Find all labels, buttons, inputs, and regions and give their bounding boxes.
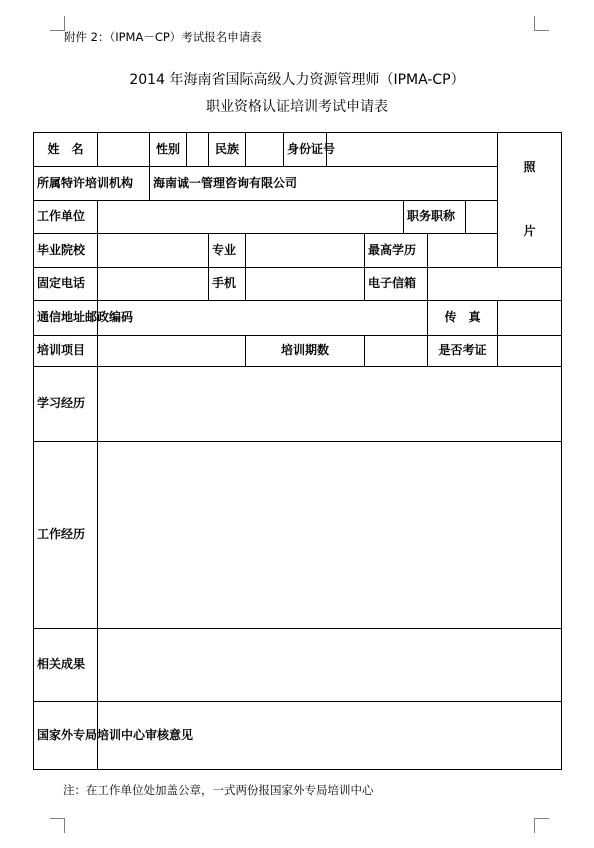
ethnicity-field[interactable] bbox=[246, 133, 284, 167]
email-label: 电子信箱 bbox=[365, 268, 428, 301]
major-label: 专业 bbox=[209, 234, 246, 268]
employer-field[interactable] bbox=[98, 201, 404, 234]
study-history-field[interactable] bbox=[98, 367, 562, 442]
institution-value[interactable]: 海南诚一管理咨询有限公司 bbox=[150, 167, 498, 201]
ethnicity-label: 民族 bbox=[209, 133, 246, 167]
degree-field[interactable] bbox=[428, 234, 498, 268]
gender-label: 性别 bbox=[150, 133, 187, 167]
address-field[interactable] bbox=[98, 301, 428, 336]
crop-mark-bottom-right bbox=[534, 818, 549, 833]
institution-label: 所属特许培训机构 bbox=[34, 167, 150, 201]
position-field[interactable] bbox=[466, 201, 498, 234]
program-field[interactable] bbox=[98, 336, 246, 367]
annex-label: 附件 2：（IPMA－CP）考试报名申请表 bbox=[64, 30, 262, 44]
document-title-line-2: 职业资格认证培训考试申请表 bbox=[206, 99, 388, 115]
email-field[interactable] bbox=[428, 268, 562, 301]
gender-field[interactable] bbox=[187, 133, 209, 167]
mobile-field[interactable] bbox=[246, 268, 365, 301]
work-history-label: 工作经历 bbox=[34, 442, 98, 629]
id-number-field[interactable] bbox=[327, 133, 498, 167]
document-title-line-1: 2014 年海南省国际高级人力资源管理师（IPMA-CP） bbox=[129, 72, 465, 88]
exam-label: 是否考证 bbox=[428, 336, 498, 367]
school-label: 毕业院校 bbox=[34, 234, 98, 268]
work-history-field[interactable] bbox=[98, 442, 562, 629]
address-label: 通信地址邮政编码 bbox=[34, 301, 98, 336]
review-opinion-label: 国家外专局培训中心审核意见 bbox=[34, 702, 98, 770]
application-form-table bbox=[33, 132, 562, 770]
photo-label-2: 片 bbox=[523, 224, 536, 238]
fax-field[interactable] bbox=[498, 301, 562, 336]
employer-label: 工作单位 bbox=[34, 201, 98, 234]
name-field[interactable] bbox=[98, 133, 150, 167]
degree-label: 最高学历 bbox=[365, 234, 428, 268]
photo-label-1: 照 bbox=[523, 160, 536, 175]
fax-label: 传 真 bbox=[428, 301, 498, 336]
mobile-label: 手机 bbox=[209, 268, 246, 301]
session-label: 培训期数 bbox=[246, 336, 365, 367]
position-label: 职务职称 bbox=[404, 201, 466, 234]
name-label: 姓 名 bbox=[34, 133, 98, 167]
id-number-label: 身份证号 bbox=[284, 133, 327, 167]
exam-field[interactable] bbox=[498, 336, 562, 367]
crop-mark-bottom-left bbox=[50, 818, 65, 833]
major-field[interactable] bbox=[246, 234, 365, 268]
achievements-label: 相关成果 bbox=[34, 629, 98, 702]
footer-note: 注：在工作单位处加盖公章，一式两份报国家外专局培训中心 bbox=[63, 783, 374, 797]
session-field[interactable] bbox=[365, 336, 428, 367]
crop-mark-top-right bbox=[534, 16, 549, 31]
program-label: 培训项目 bbox=[34, 336, 98, 367]
photo-box[interactable] bbox=[498, 133, 562, 268]
phone-field[interactable] bbox=[98, 268, 209, 301]
achievements-field[interactable] bbox=[98, 629, 562, 702]
phone-label: 固定电话 bbox=[34, 268, 98, 301]
crop-mark-top-left bbox=[50, 16, 65, 31]
study-history-label: 学习经历 bbox=[34, 367, 98, 442]
school-field[interactable] bbox=[98, 234, 209, 268]
